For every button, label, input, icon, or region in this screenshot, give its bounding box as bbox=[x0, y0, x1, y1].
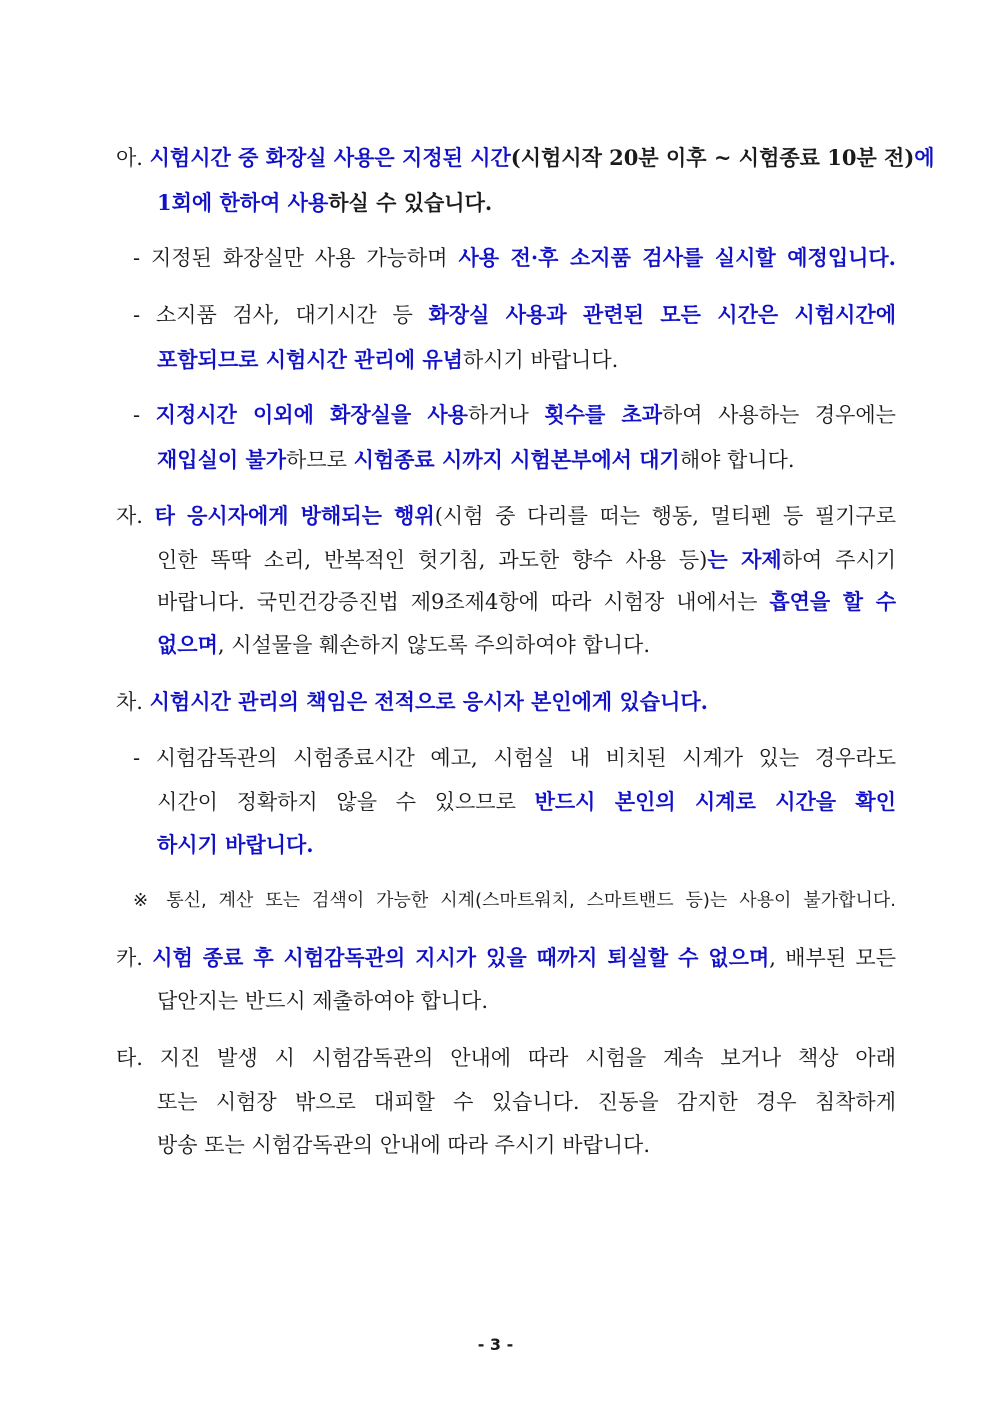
body-text: 하시기 바랍니다. bbox=[462, 348, 619, 372]
emphasis-text: 화장실 사용과 관련된 모든 시간은 시험시간에 bbox=[428, 302, 896, 327]
body-text: 하여 주시기 bbox=[781, 548, 897, 572]
item-ja-line-1 bbox=[116, 501, 896, 531]
emphasis-text: 횟수를 초과 bbox=[544, 402, 662, 427]
item-ta-line-2 bbox=[157, 1087, 896, 1117]
emphasis-text: 사용 전·후 소지품 검사를 실시할 예정입니다. bbox=[458, 245, 896, 270]
body-text: - 시험감독관의 시험종료시간 예고, 시험실 내 비치된 시계가 있는 경우라도 bbox=[133, 746, 896, 770]
emphasis-text: 흡연을 할 수 bbox=[769, 589, 896, 614]
emphasis-text: 시험종료 시까지 시험본부에서 대기 bbox=[353, 447, 680, 472]
item-cha-bullet-line-3 bbox=[157, 830, 896, 860]
page-number: - 3 - bbox=[477, 1335, 514, 1354]
emphasis-text: 1회에 한하여 사용 bbox=[157, 190, 329, 215]
item-ta-line-3 bbox=[157, 1130, 896, 1160]
item-cha-bullet-line-1 bbox=[133, 743, 896, 773]
body-text: 시간이 정확하지 않을 수 있으므로 bbox=[157, 790, 535, 814]
emphasis-text: 없으며 bbox=[157, 632, 218, 657]
item-cha-line-1 bbox=[116, 687, 896, 717]
emphasis-text: 하시기 바랍니다. bbox=[157, 832, 314, 857]
item-ka-line-1 bbox=[116, 943, 896, 973]
emphasis-text: 는 자제 bbox=[707, 547, 782, 572]
body-text: , 배부된 모든 bbox=[769, 946, 896, 970]
emphasis-text: 지정시간 이외에 화장실을 사용 bbox=[155, 402, 468, 427]
body-text: 해야 합니다. bbox=[679, 448, 795, 472]
item-a-bullet-2-line-2 bbox=[157, 345, 896, 375]
body-text: - 소지품 검사, 대기시간 등 bbox=[133, 303, 429, 327]
bold-text: (시험시작 20분 이후 ~ 시험종료 10분 전) bbox=[510, 145, 915, 170]
item-a-line-2 bbox=[157, 188, 896, 218]
emphasis-text: 포함되므로 시험시간 관리에 유념 bbox=[157, 347, 463, 372]
body-text: 바랍니다. 국민건강증진법 제9조제4항에 따라 시험장 내에서는 bbox=[157, 590, 770, 614]
body-text: 카. bbox=[116, 946, 153, 970]
body-text: 하여 사용하는 경우에는 bbox=[662, 403, 896, 427]
body-text: 방송 또는 시험감독관의 안내에 따라 주시기 바랍니다. bbox=[157, 1133, 651, 1157]
item-a-bullet-3-line-1 bbox=[133, 400, 896, 430]
item-cha-bullet-line-2 bbox=[157, 787, 896, 817]
item-a-bullet-2-line-1 bbox=[133, 300, 896, 330]
body-text: , 시설물을 훼손하지 않도록 주의하여야 합니다. bbox=[217, 633, 651, 657]
body-text: 자. bbox=[116, 504, 155, 528]
body-text: 타. 지진 발생 시 시험감독관의 안내에 따라 시험을 계속 보거나 책상 아래 bbox=[116, 1046, 896, 1070]
item-a-bullet-1 bbox=[133, 243, 896, 273]
item-ja-line-4 bbox=[157, 630, 896, 660]
body-text: 또는 시험장 밖으로 대피할 수 있습니다. 진동을 감지한 경우 침착하게 bbox=[157, 1090, 896, 1114]
body-text: - 지정된 화장실만 사용 가능하며 bbox=[133, 246, 459, 270]
body-text: 아. bbox=[116, 146, 150, 170]
body-text: (시험 중 다리를 떠는 행동, 멀티펜 등 필기구로 bbox=[434, 504, 896, 528]
emphasis-text: 반드시 본인의 시계로 시간을 확인 bbox=[534, 789, 897, 814]
emphasis-text: 에 bbox=[914, 145, 935, 170]
note-smartwatch bbox=[133, 886, 896, 916]
body-text: ※ 통신, 계산 또는 검색이 가능한 시계(스마트워치, 스마트밴드 등)는 사용이 불가합니다. bbox=[133, 890, 896, 911]
emphasis-text: 시험시간 중 화장실 사용은 지정된 시간 bbox=[149, 145, 511, 170]
body-text: - bbox=[133, 403, 156, 427]
item-ka-line-2 bbox=[157, 986, 896, 1016]
body-text: 답안지는 반드시 제출하여야 합니다. bbox=[157, 989, 488, 1013]
item-a-bullet-3-line-2 bbox=[157, 445, 896, 475]
item-ja-line-2 bbox=[157, 545, 896, 575]
item-ja-line-3 bbox=[157, 587, 896, 617]
emphasis-text: 시험시간 관리의 책임은 전적으로 응시자 본인에게 있습니다. bbox=[149, 689, 708, 714]
emphasis-text: 타 응시자에게 방해되는 행위 bbox=[154, 503, 435, 528]
emphasis-text: 시험 종료 후 시험감독관의 지시가 있을 때까지 퇴실할 수 없으며 bbox=[152, 945, 770, 970]
item-a-line-1 bbox=[116, 143, 935, 173]
emphasis-text: 재입실이 불가 bbox=[157, 447, 287, 472]
body-text: 인한 똑딱 소리, 반복적인 헛기침, 과도한 향수 사용 등) bbox=[157, 548, 708, 572]
item-ta-line-1 bbox=[116, 1043, 896, 1073]
body-text: 차. bbox=[116, 690, 150, 714]
bold-text: 하실 수 있습니다. bbox=[328, 190, 493, 215]
body-text: 하므로 bbox=[286, 448, 354, 472]
body-text: 하거나 bbox=[467, 403, 545, 427]
